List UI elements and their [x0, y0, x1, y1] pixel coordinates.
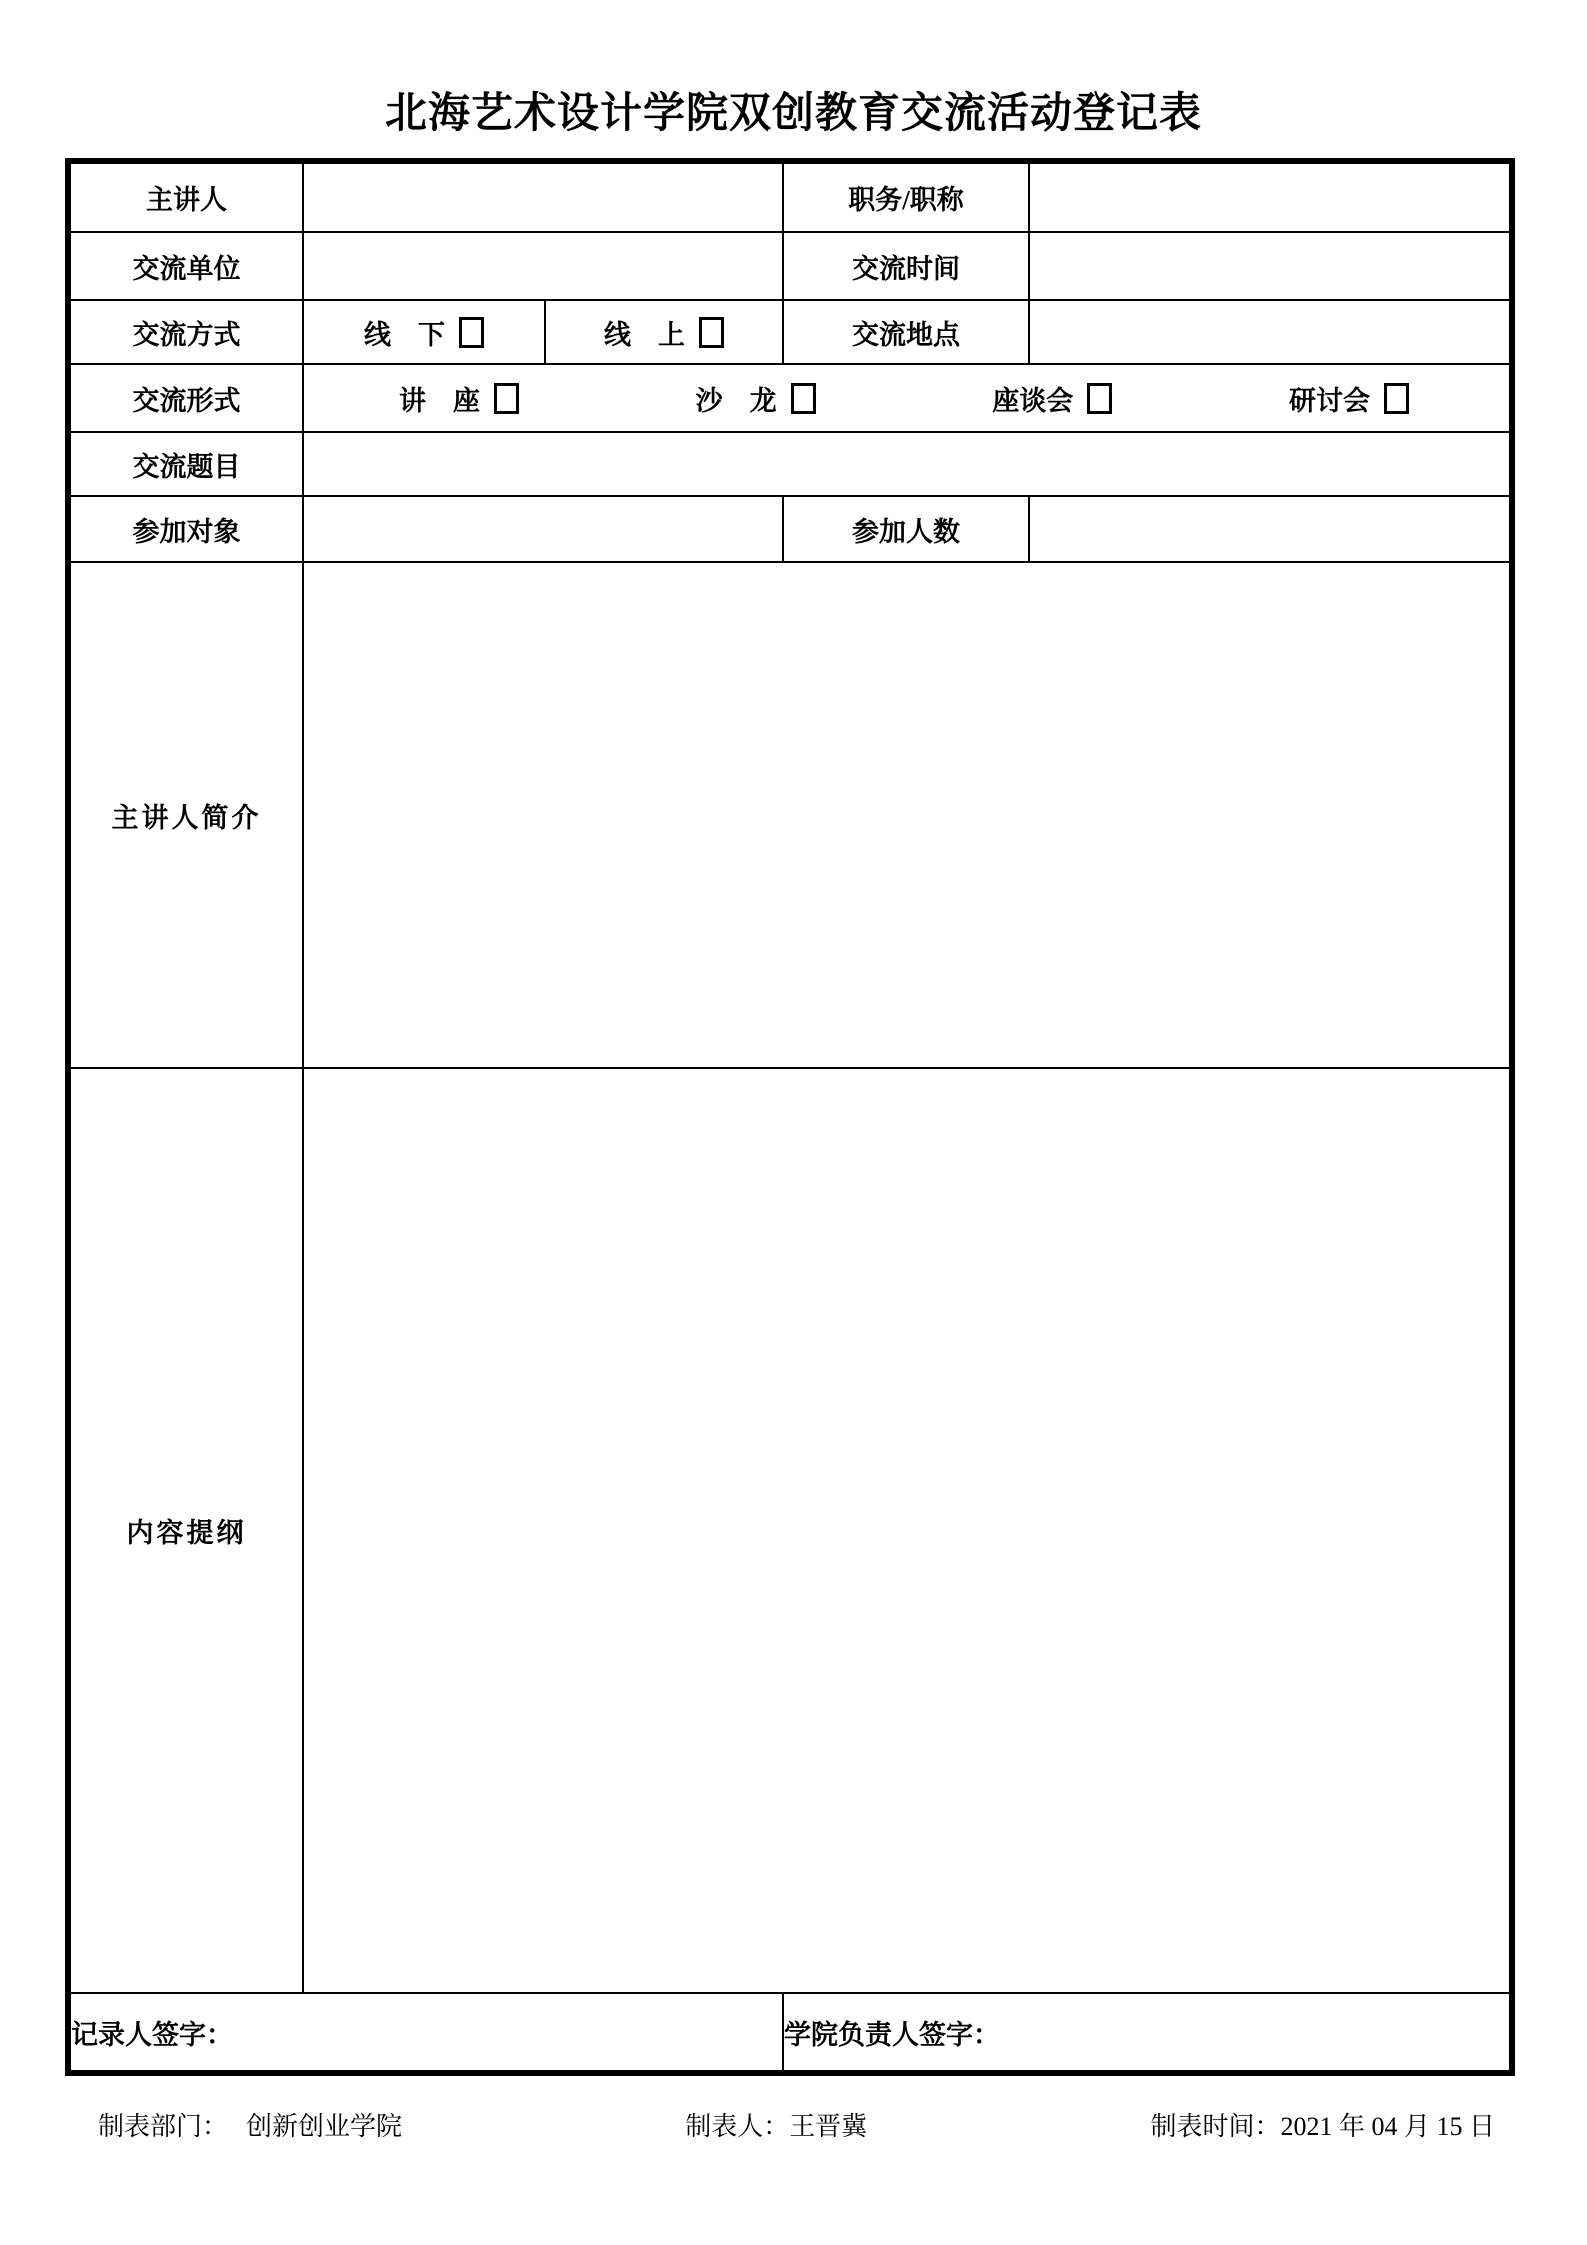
online-option-label: 线 上	[604, 319, 685, 350]
speaker-bio-label: 主讲人简介	[68, 562, 303, 1068]
speaker-bio-input-area[interactable]	[303, 562, 1512, 1068]
seminar-option-label: 研讨会	[1288, 385, 1370, 416]
table-row	[68, 496, 1512, 562]
footer-preparer	[685, 2106, 867, 2143]
lecture-checkbox-icon[interactable]	[494, 383, 519, 414]
content-outline-input-area[interactable]	[303, 1068, 1512, 1993]
location-input-cell[interactable]	[1029, 300, 1512, 364]
department-value: 创新创业学院	[246, 2112, 403, 2141]
seminar-checkbox-icon[interactable]	[1384, 383, 1409, 414]
table-row	[68, 232, 1512, 300]
method-option-offline	[303, 300, 545, 364]
preparer-label: 制表人：	[685, 2112, 790, 2141]
audience-input-cell[interactable]	[303, 496, 783, 562]
table-row	[68, 364, 1512, 432]
date-value: 2021 年 04 月 15 日	[1280, 2112, 1495, 2141]
time-label: 交流时间	[783, 232, 1029, 300]
speaker-input-cell[interactable]	[303, 161, 783, 232]
speaker-label: 主讲人	[68, 161, 303, 232]
lecture-option-label: 讲 座	[399, 385, 480, 416]
position-label: 职务/职称	[783, 161, 1029, 232]
position-input-cell[interactable]	[1029, 161, 1512, 232]
footer-department	[98, 2106, 402, 2143]
table-row	[68, 161, 1512, 232]
content-outline-label: 内容提纲	[68, 1068, 303, 1993]
department-label: 制表部门：	[98, 2112, 229, 2141]
symposium-option-label: 座谈会	[992, 385, 1074, 416]
format-label: 交流形式	[68, 364, 303, 432]
recorder-signature-cell[interactable]	[68, 1993, 783, 2073]
registration-form-table	[65, 158, 1515, 2076]
audience-label: 参加对象	[68, 496, 303, 562]
time-input-cell[interactable]	[1029, 232, 1512, 300]
table-row	[68, 300, 1512, 364]
format-option-symposium	[992, 379, 1112, 418]
college-head-signature-cell[interactable]	[783, 1993, 1512, 2073]
table-row	[68, 1993, 1512, 2073]
footer-date	[1150, 2106, 1495, 2143]
organization-input-cell[interactable]	[303, 232, 783, 300]
salon-option-label: 沙 龙	[695, 385, 777, 416]
symposium-checkbox-icon[interactable]	[1087, 383, 1112, 414]
date-label: 制表时间：	[1150, 2112, 1281, 2141]
salon-checkbox-icon[interactable]	[791, 383, 816, 414]
location-label: 交流地点	[783, 300, 1029, 364]
method-label: 交流方式	[68, 300, 303, 364]
preparer-value: 王晋冀	[789, 2112, 868, 2141]
format-option-seminar	[1289, 379, 1409, 418]
table-row	[68, 1068, 1512, 1993]
attendance-label: 参加人数	[783, 496, 1029, 562]
attendance-input-cell[interactable]	[1029, 496, 1512, 562]
form-footer	[65, 2106, 1515, 2143]
topic-label: 交流题目	[68, 432, 303, 496]
college-head-signature-label: 学院负责人签字：	[784, 2019, 1000, 2050]
offline-option-label: 线 下	[364, 319, 445, 350]
table-row	[68, 432, 1512, 496]
recorder-signature-label: 记录人签字：	[71, 2019, 233, 2050]
table-row	[68, 562, 1512, 1068]
organization-label: 交流单位	[68, 232, 303, 300]
method-option-online	[545, 300, 783, 364]
offline-checkbox-icon[interactable]	[459, 317, 484, 348]
online-checkbox-icon[interactable]	[699, 317, 724, 348]
form-title: 北海艺术设计学院双创教育交流活动登记表	[384, 91, 1202, 137]
format-option-lecture	[399, 379, 519, 418]
format-option-salon	[696, 379, 816, 418]
topic-input-cell[interactable]	[303, 432, 1512, 496]
format-options-cell	[303, 364, 1512, 432]
